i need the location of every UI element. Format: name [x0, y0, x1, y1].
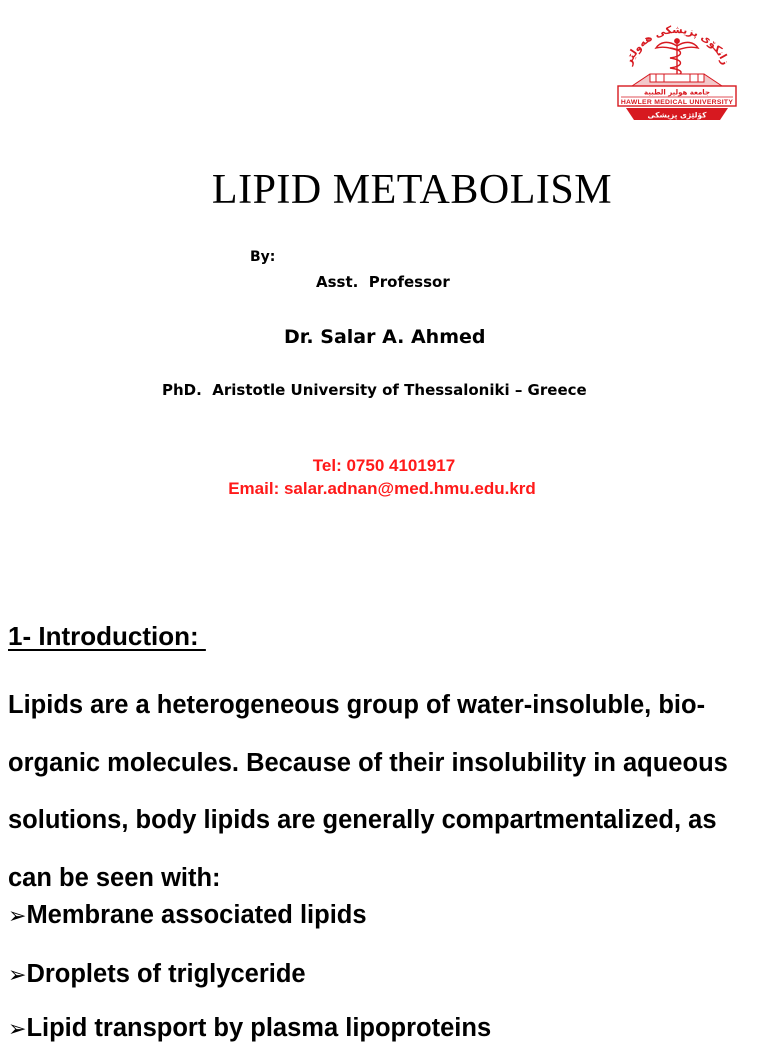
bullet-text: Membrane associated lipids — [26, 901, 367, 929]
university-logo — [612, 20, 742, 124]
author-name: Dr. Salar A. Ahmed — [284, 326, 486, 348]
logo-english-name: HAWLER MEDICAL UNIVERSITY — [620, 99, 734, 106]
contact-email: Email: salar.adnan@med.hmu.edu.krd — [228, 479, 536, 498]
logo-college-tag: كۆلێژی پزیشكی — [647, 110, 707, 120]
arrow-bullet-icon: ➢ — [8, 1017, 27, 1042]
bullet-text: Droplets of triglyceride — [26, 960, 306, 988]
bullet-item — [8, 899, 367, 933]
intro-paragraph: Lipids are a heterogeneous group of water-insoluble, bio-organic molecules. Because of their insolubility in aqueous solutions, body lipids are generally compartmentalized, as can be seen with: — [8, 691, 728, 892]
bullet-item — [8, 1012, 491, 1046]
contact-tel: Tel: 0750 4101917 — [312, 456, 456, 475]
logo-arabic-name: جامعة هولير الطبية — [644, 88, 710, 97]
building-icon — [632, 74, 722, 86]
author-rank: Asst. Professor — [316, 273, 450, 291]
author-degree: PhD. Aristotle University of Thessaloniki – Greece — [162, 381, 587, 399]
bullet-text: Lipid transport by plasma lipoproteins — [26, 1014, 492, 1042]
document-title: LIPID METABOLISM — [211, 167, 613, 213]
arrow-bullet-icon: ➢ — [8, 963, 27, 988]
logo-arabic-arc: زانكۆی پزیشكی هەولێر — [622, 23, 732, 67]
section-heading: 1- Introduction: — [8, 621, 206, 651]
by-label: By: — [250, 249, 276, 265]
arrow-bullet-icon: ➢ — [8, 904, 27, 929]
caduceus-icon — [656, 39, 698, 78]
bullet-item — [8, 958, 306, 992]
